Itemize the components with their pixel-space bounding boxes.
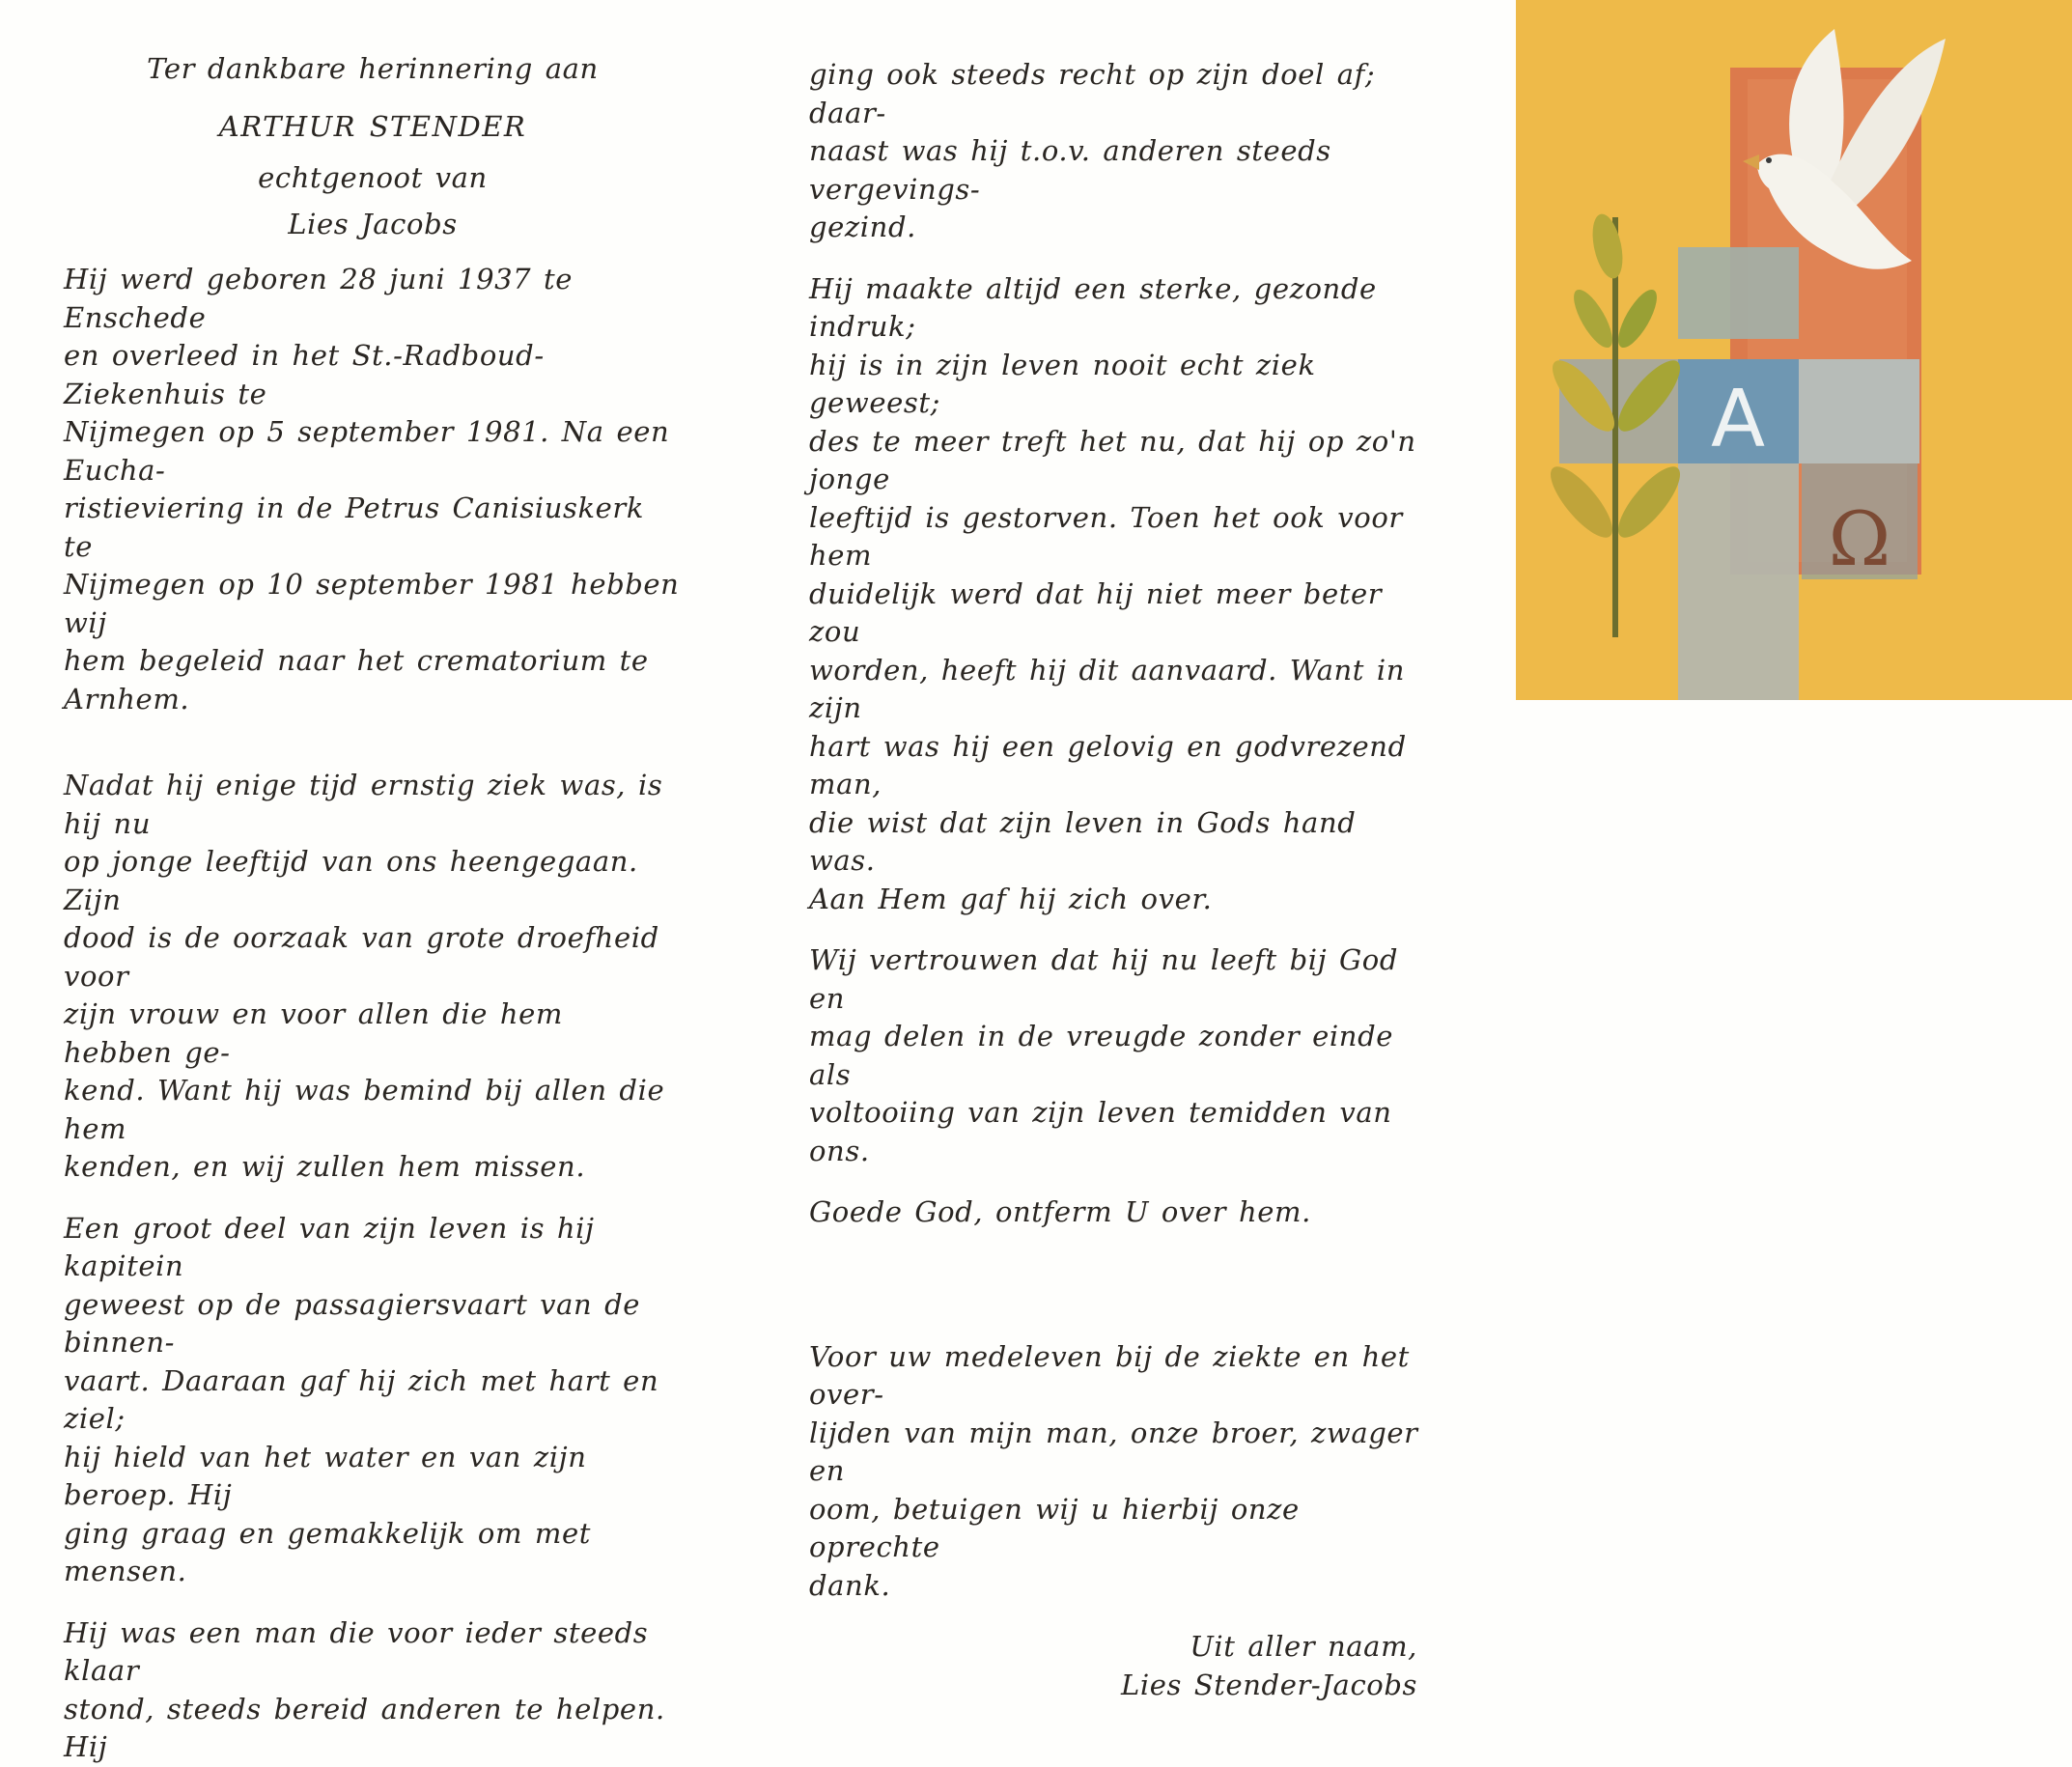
deceased-name: ARTHUR STENDER [218,109,527,143]
cross-block-top-light [1678,247,1799,339]
middle-column [809,56,1427,1704]
prayer-line: Goede God, ontferm U over hem. [809,1195,1311,1228]
signature: Uit aller naam, Lies Stender-Jacobs [1120,1630,1417,1701]
artwork-illustration [1516,0,2072,700]
paragraph-character-end: ging ook steeds recht op zijn doel af; daar- naast was hij t.o.v. anderen steeds vergevings- gezind. [809,58,1376,243]
alpha-symbol: A [1710,374,1766,465]
left-column [64,50,682,1767]
cross-block-bottom-warm [1678,463,1799,700]
thanks-paragraph: Voor uw medeleven bij de ziekte en het over- lijden van mijn man, onze broer, zwager en oom, betuigen wij u hierbij onze oprechte dank. [809,1339,1418,1602]
spouse-name: Lies Jacobs [288,207,458,240]
paragraph-acceptance: Hij maakte altijd een sterke, gezonde indruk; hij is in zijn leven nooit echt ziek geweest; des te meer treft het nu, dat hij op zo'n jonge leeftijd is gestorven. Toen het ook voor hem duidelijk werd dat hij niet meer beter zou worden, heeft hij dit aanvaard. Want in zijn hart was hij een gelovig en godvrezend man, die wist dat zijn leven in Gods hand was. Aan Hem gaf hij zich over. [809,271,1416,915]
spouse-of-label: echtgenoot van [258,161,488,194]
omega-symbol: Ω [1828,496,1891,583]
cross-block-right [1799,359,1919,463]
dove-eye [1766,157,1772,163]
religious-artwork [1516,0,2072,700]
paragraph-character-start: Hij was een man die voor ieder steeds klaar stond, steeds bereid anderen te helpen. Hij [64,1615,665,1763]
paragraph-birth-death: Hij werd geboren 28 juni 1937 te Enschede en overleed in het St.-Radboud-Ziekenhuis te Nijmegen op 5 september 1981. Na een Eucha- ristieviering in de Petrus Canisiuskerk te Nijmegen op 10 september 1981 hebben wij hem begeleid naar het crematorium te Arnhem. [64,263,680,715]
in-memory-heading: Ter dankbare herinnering aan [147,52,599,85]
paragraph-career: Een groot deel van zijn leven is hij kapitein geweest op de passagiersvaart van de binnen- vaart. Daaraan gaf hij zich met hart en ziel; hij hield van het water en van zijn beroep. Hij ging graag en gemakkelijk om met mensen. [64,1211,659,1587]
paragraph-passing: Nadat hij enige tijd ernstig ziek was, is hij nu op jonge leeftijd van ons heengegaan. Zijn dood is de oorzaak van grote droefheid voor zijn vrouw en voor allen die hem hebben ge- kend. Want hij was bemind bij allen die hem kenden, en wij zullen hem missen. [64,769,665,1183]
paragraph-faith: Wij vertrouwen dat hij nu leeft bij God en mag delen in de vreugde zonder einde als voltooiing van zijn leven temidden van ons. [809,943,1399,1167]
